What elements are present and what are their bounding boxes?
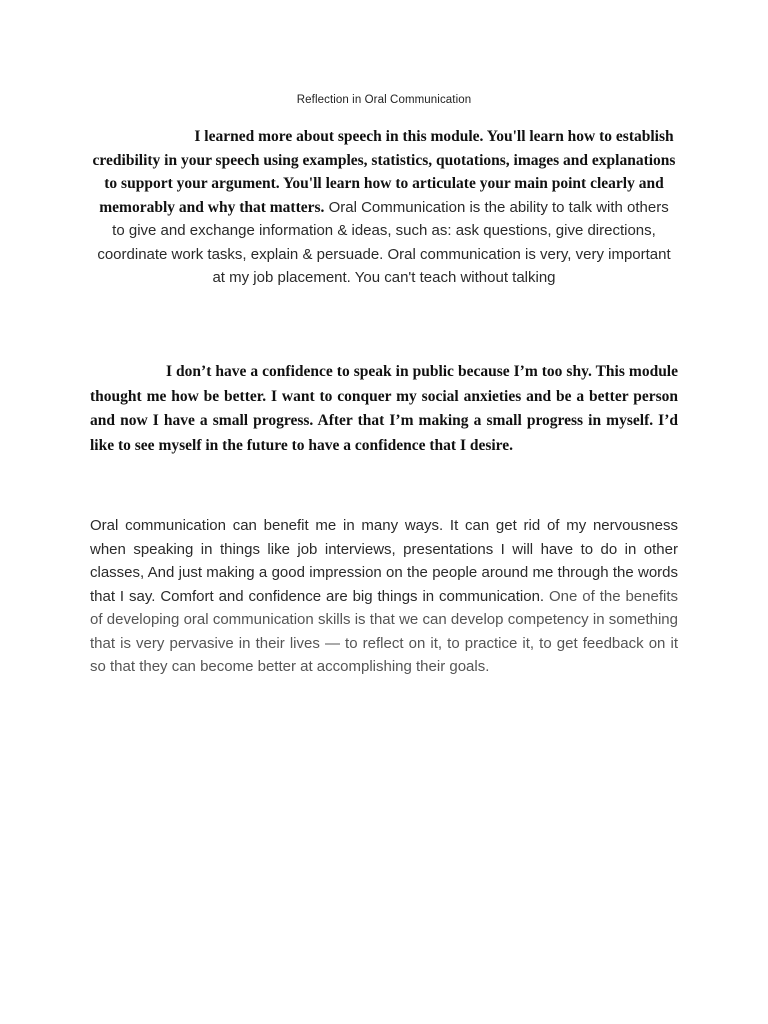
paragraph-1-bold-text: I learned more about speech in this module. You'll learn how to establish credibility in your speech using examples, statistics, quotations, images and explanations to support your argument. You'll learn how to articulate your main point clearly and memorably and why that matters. (92, 128, 676, 216)
paragraph-benefits (90, 514, 678, 679)
paragraph-speech-module (92, 125, 676, 290)
paragraph-3-part-2: One of the benefits of developing oral communication skills is that we can develop competency in something that is very pervasive in their lives — to reflect on it, to practice it, to get feedback on it so that they can become better at accomplishing their goals. (90, 587, 679, 675)
document-title: Reflection in Oral Communication (296, 94, 472, 106)
paragraph-confidence: I don’t have a confidence to speak in public because I’m too shy. This module thought me how be better. I want to conquer my social anxieties and be a better person and now I have a small progress. After that I’m making a small progress in myself. I’d like to see myself in the future to have a confidence that I desire. (90, 363, 678, 454)
paragraph-1-regular-text: Oral Communication is the ability to talk with others to give and exchange information & ideas, such as: ask questions, give directions, coordinate work tasks, explain & persuade. Oral communication is very, very important at my job placement. You can't teach without talking (97, 198, 671, 286)
paragraph-3-part-1: Oral communication can benefit me in many ways. It can get rid of my nervousness when speaking in things like job interviews, presentations I will have to do in other classes, And just making a good impression on the people around me through the words that I say. Comfort and confidence are big things in communication. (90, 517, 678, 605)
